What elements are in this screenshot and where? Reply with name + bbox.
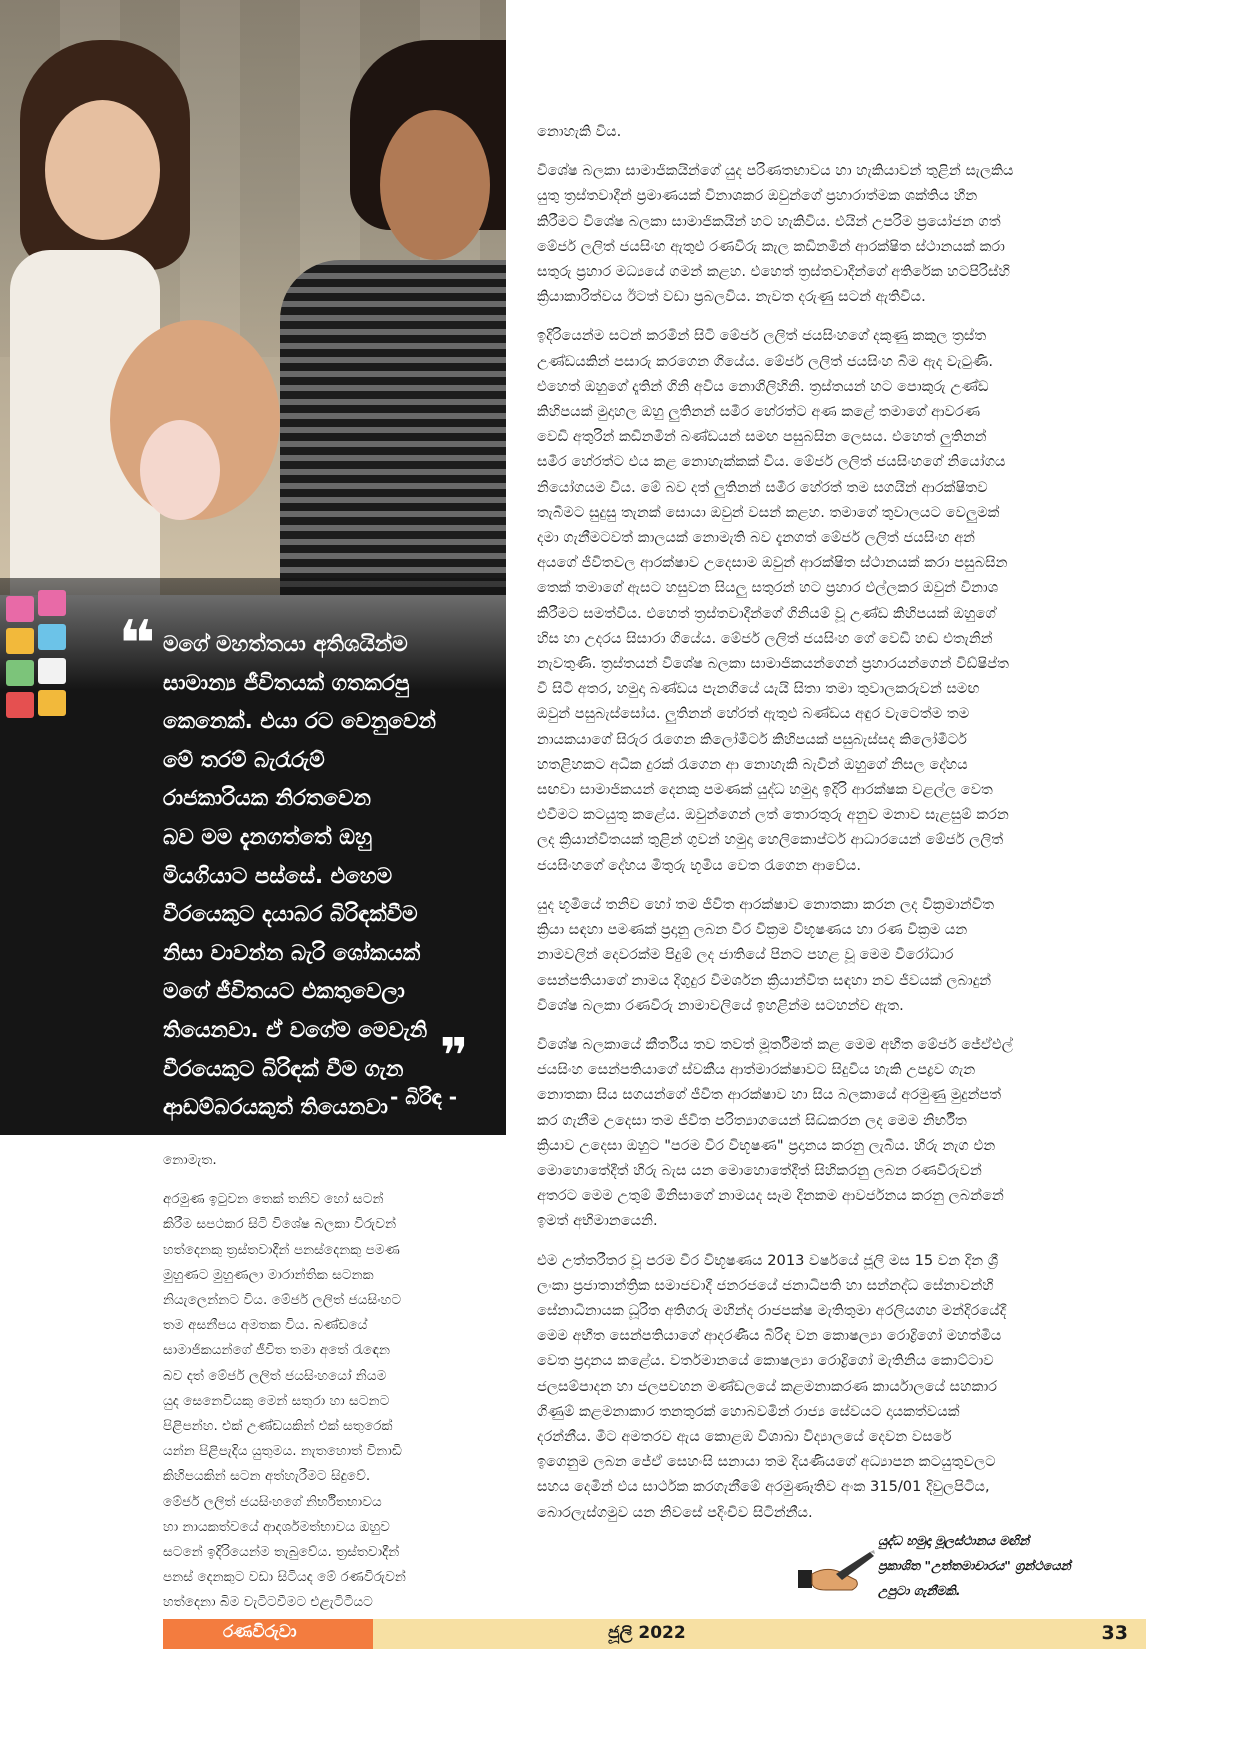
credit-line: යුද්ධ හමුදා මූලස්ථානය මඟින් bbox=[878, 1533, 1030, 1548]
quote-attribution: - බිරිඳ - bbox=[390, 1085, 458, 1109]
credit-line: ප්‍රකාශිත "උත්තමාචාරය" ග්‍රන්ථයෙන් bbox=[878, 1558, 1071, 1573]
page-footer bbox=[163, 1619, 1146, 1649]
article-photo bbox=[0, 0, 506, 595]
source-credit bbox=[796, 1528, 1096, 1618]
pull-quote-text: මගේ මහත්තයා අතිශයින්ම සාමාන්‍ය ජීවිතයක් ගතකරපු කෙනෙක්. එයා රට වෙනුවෙන් මේ තරම් බැරෑරුම් රාජකාරියක නිරතවෙන බව මම දැනගත්තේ ඔහු මියගියාට පස්සේ. එහෙම වීරයෙකුට දයාබර බිරිඳක්වීම නිසා වාවන්න බැරි ශෝකයක් මගේ ජීවිතයට එකතුවෙලා තියෙනවා. ඒ වගේම මෙවැනි වීරයෙකුට බිරිඳක් වීම ගැන ආඩම්බරයකුත් තියෙනවා bbox=[163, 632, 436, 1121]
open-quote-mark: ❞ bbox=[118, 578, 156, 652]
issue-date: ජූලි 2022 bbox=[608, 1623, 686, 1643]
paragraph: විශේෂ බලකා සාමාජිකයින්ගේ යුද පරිණතභාවය හා හැකියාවන් තුළින් සැලකිය යුතු ත්‍රස්තවාදීන් ප්‍රමාණයක් විනාශකර ඔවුන්ගේ ප්‍රහාරාත්මක ශක්තිය හීන කිරීමට විශේෂ බලකා සාමාජිකයින් හට හැකිවිය. එයින් උපරිම ප්‍රයෝජන ගත් මේජර් ලලිත් ජයසිංහ ඇතුළු රණවිරු කැල කඩිනමින් ආරක්ෂිත ස්ථානයක් කරා සතුරු ප්‍රහාර මධ්‍යයේ ගමන් කළහ. එහෙත් ත්‍රස්තවාදීන්ගේ අතිරේක හටපිරිස්හි ක්‍රියාකාරිත්වය ඊටත් වඩා ප්‍රබලවිය. නැවත දරුණු සටන් ඇතිවිය. bbox=[537, 162, 1014, 306]
paragraph: නොමැත. bbox=[163, 1152, 217, 1168]
paragraph: අරමුණ ඉටුවන තෙක් තනිව හෝ සටන් කිරීම සපථකර සිටි විශේෂ බලකා විරුවන් හත්දෙනකු ත්‍රස්තවාදීන් පනස්දෙනකු පමණ මුහුණට මුහුණලා මාරාන්තික සටනක නියැලෙන්නට විය. මේජර් ලලිත් ජයසිංහට තම අසනීපය අමතක විය. බණ්ඩයේ සාමාජිකයන්ගේ ජීවිත තමා අතේ රැඳෙන බව දත් මේජර් ලලිත් ජයසිංහයෝ නියම යුද සෙනෙවියකු මෙන් සතුරා හා සටනට පිළිපන්හ. එක් උණ්ඩයකින් එක් සතුරෙක් යන්න පිළිපැදිය යුතුමය. නැතහොත් විනාඩි කිහිපයකින් සටන අත්හැරීමට සිදුවේ. මේජර් ලලිත් ජයසිංහගේ නිර්භීතභාවය හා නායකත්වයේ ආදර්ශමත්භාවය ඔහුව සටනේ ඉදිරියෙන්ම තැබුවේය. ත්‍රස්තවාදීන් පනස් දෙනකුට වඩා සිටියද මේ රණවිරුවන් හත්දෙනා බිම වැටිටවීමට එළැටිටීයට bbox=[163, 1191, 406, 1611]
magazine-name: රණවිරුවා bbox=[223, 1622, 297, 1642]
paragraph: ඉදිරියෙන්ම සටන් කරමින් සිටි මේජර් ලලිත් ජයසිංහගේ දකුණු කකුල ත්‍රස්ත උණ්ඩයකින් පසාරු කරගෙන ගියේය. මේජර් ලලිත් ජයසිංහ බිම ඇද වැටුණි. එහෙත් ඔහුගේ දෑතින් ගිනි අවිය නොගිලිහිනි. ත්‍රස්තයන් හට පොකුරු උණ්ඩ කිහිපයක් මුදාහල ඔහු ලුතිනන් සමීර හේරත්ට අණ කළේ තමාගේ ආවරණ වෙඩි අතුරින් කඩිනමින් බණ්ඩයන් සමඟ පසුබසින ලෙසය. එහෙත් ලුතිනන් සමීර හේරත්ට එය කළ නොහැක්කක් විය. මේජර් ලලිත් ජයසිංහගේ නියෝගය නියෝගයම විය. මේ බව දත් ලුතිනන් සමීර හේරත් තම සගයින් ආරක්ෂිතව තැබීමට සුදුසු තැනක් සොයා ඔවුන් වසන් කළහ. තමාගේ තුවාලයට වෙලුමක් දමා ගැනීමටවත් කාලයක් නොමැති බව දැනගත් මේජර් ලලිත් ජයසිංහ අන් අයගේ ජීවිතවල ආරක්ෂාව උදෙසාම ඔවුන් ආරක්ෂිත ස්ථානයක් කරා පසුබසින තෙක් තමාගේ ඇසට හසුවන සියලු සතුරන් හට ප්‍රහාර එල්ලකර ඔවුන් විනාශ කිරීමට සමත්විය. එහෙත් ත්‍රස්තවාදීන්ගේ ගිනියම් වූ උණ්ඩ කිහිපයක් ඔහුගේ හිස හා උදරය සිසාරා ගියේය. මේජර් ලලිත් ජයසිංහ ගේ වෙඩි හඬ එතැනින් නැවතුණි. ත්‍රස්තයන් විශේෂ බලකා සාමාජිකයන්ගෙන් ප්‍රහාරයන්ගෙන් විඩ්ෂිප්ත වී සිටි අතර, හමුදා බණ්ඩය පැනගියේ යැයි සිතා තමා තුවාලකරුවන් සමඟ ඔවුන් පසුබැස්සෝය. ලුතිනන් හේරත් ඇතුළු බණ්ඩය අඳුර වැටෙත්ම තම නායකයාගේ සිරුර රැගෙන කිලෝමීටර් කිහිපයක් පසුබැස්සද කිලෝමීටර් හතළිහකට අධික දුරක් රැගෙන ආ නොහැකි බැවින් ඔහුගේ නිසල දේහය සඟවා සාමාජිකයන් දෙනකු පමණක් යුද්ධ හමුදා ඉදිරි ආරක්ෂක වළල්ල වෙත එවීමට කටයුතු කළේය. ඔවුන්ගෙන් ලත් තොරතුරු අනුව මනාව සැළසුම් කරන ලද ක්‍රියාන්විතයක් තුළින් ගුවන් හමුදා හෙලිකොප්ටර් ආධාරයෙන් මේජර් ලලිත් ජයසිංහගේ දේහය මිතුරු භූමිය වෙත රැගෙන ආවේය. bbox=[537, 327, 1009, 874]
paragraph: නොහැකි විය. bbox=[537, 123, 622, 140]
credit-line: උපුටා ගැනීමකි. bbox=[878, 1583, 961, 1598]
pen-hand-icon bbox=[796, 1550, 876, 1596]
toy-blocks bbox=[0, 590, 80, 740]
page-number: 33 bbox=[1101, 1622, 1128, 1644]
paragraph: එම උත්තරීතර වූ පරම වීර විභූෂණය 2013 වර්ෂයේ ජූලි මස 15 වන දින ශ්‍රී ලංකා ප්‍රජාතාන්ත්‍රික සමාජවාදී ජනරජයේ ජනාධිපති හා සන්නද්ධ සේනාවන්හි සේනාධිනායක ධූරිත අතිගරු මහින්ද රාජපක්ෂ මැතිතුමා අරලියගහ මන්දිරයේදී මෙම අභීත සෙන්පතියාගේ ආදරණීය බිරිඳ වන කොෂල්‍යා රොද්‍රිගෝ මහත්මිය වෙත ප්‍රදානය කළේය. වර්තමානයේ කොෂල්‍යා රොද්‍රිගෝ මැතිනිය කොට්ටාව ජලසම්පාදන හා ජලපවහන මණ්ඩලයේ කළමනාකරණ කාර්යාලයේ සහකාර ගිණුම් කළමනාකාර තනතුරක් හොබවමින් රාජ්‍ය සේවයට දායකත්වයක් දරන්නීය. මීට අමතරව ඇය කොළඹ විශාඛා විද්‍යාලයේ දෙවන වසරේ ඉගෙනුම ලබන ජේඒ සෙහංසි සනායා තම දියණියගේ අධ්‍යාපන කටයුතුවලට සහය දෙමින් එය සාර්ථක කරගැනීමේ අරමුණෑතිව අංක 315/01 දිවුලපිටිය, බොරලැස්ගමුව යන නිවසේ පදිංචිව සිටින්නීය. bbox=[537, 1251, 1007, 1521]
paragraph: විශේෂ බලකායේ කීර්තිය තව තවත් මූර්තිමත් කළ මෙම අභීත මේජර් ජේඒඑල් ජයසිංහ සෙන්පතියාගේ ස්වකීය ආත්මාරක්ෂාවට සිදුවිය හැකි උපද්‍රව ගැන නොතකා සිය සගයන්ගේ ජීවිත ආරක්ෂාව හා සිය බලකායේ අරමුණු මුදුන්පත් කර ගැනීම උදෙසා තම ජීවිත පරිත්‍යාගයෙන් සිද්‍ධකරන ලද මෙම නිර්භීත ක්‍රියාව උදෙසා ඔහුට "පරම වීර විභූෂණ" ප්‍රදානය කරනු ලැබීය. හිරු නැග එන මොහොතේදීත් හිරු බැස යන මොහොතේදීත් සිහිකරනු ලබන රණවිරුවන් අතරට මෙම උතුම් මිනිසාගේ නාමයද සෑම දිනකම ආවර්ජනය කරනු ලබන්නේ ඉමත් අභිමානයෙනි. bbox=[537, 1035, 1013, 1230]
left-column bbox=[163, 1148, 505, 1630]
right-column bbox=[537, 119, 1073, 1539]
paragraph: යුද භූමියේ තනිව හෝ තම ජීවිත ආරක්ෂාව නොතකා කරන ලද වික්‍රමාන්විත ක්‍රියා සඳහා පමණක් ප්‍රදානු ලබන වීර වික්‍රම විභූෂණය හා රණ වික්‍රම යන නාමවලින් දෙවරක්ම පිදුම් ලද ජාතියේ පිනට පහළ වූ මෙම වීරෝධාර සෙන්පතියාගේ නාමය දිගුදුර විමර්ශන ක්‍රියාන්විත සඳහා නව ජීවයක් ලබාදුන් විශේෂ බලකා රණවිරු නාමාවලියේ ඉහළින්ම සටහන්ව ඇත. bbox=[537, 895, 995, 1014]
magazine-tag bbox=[163, 1619, 373, 1649]
close-quote-mark: ❞ bbox=[440, 1028, 469, 1084]
